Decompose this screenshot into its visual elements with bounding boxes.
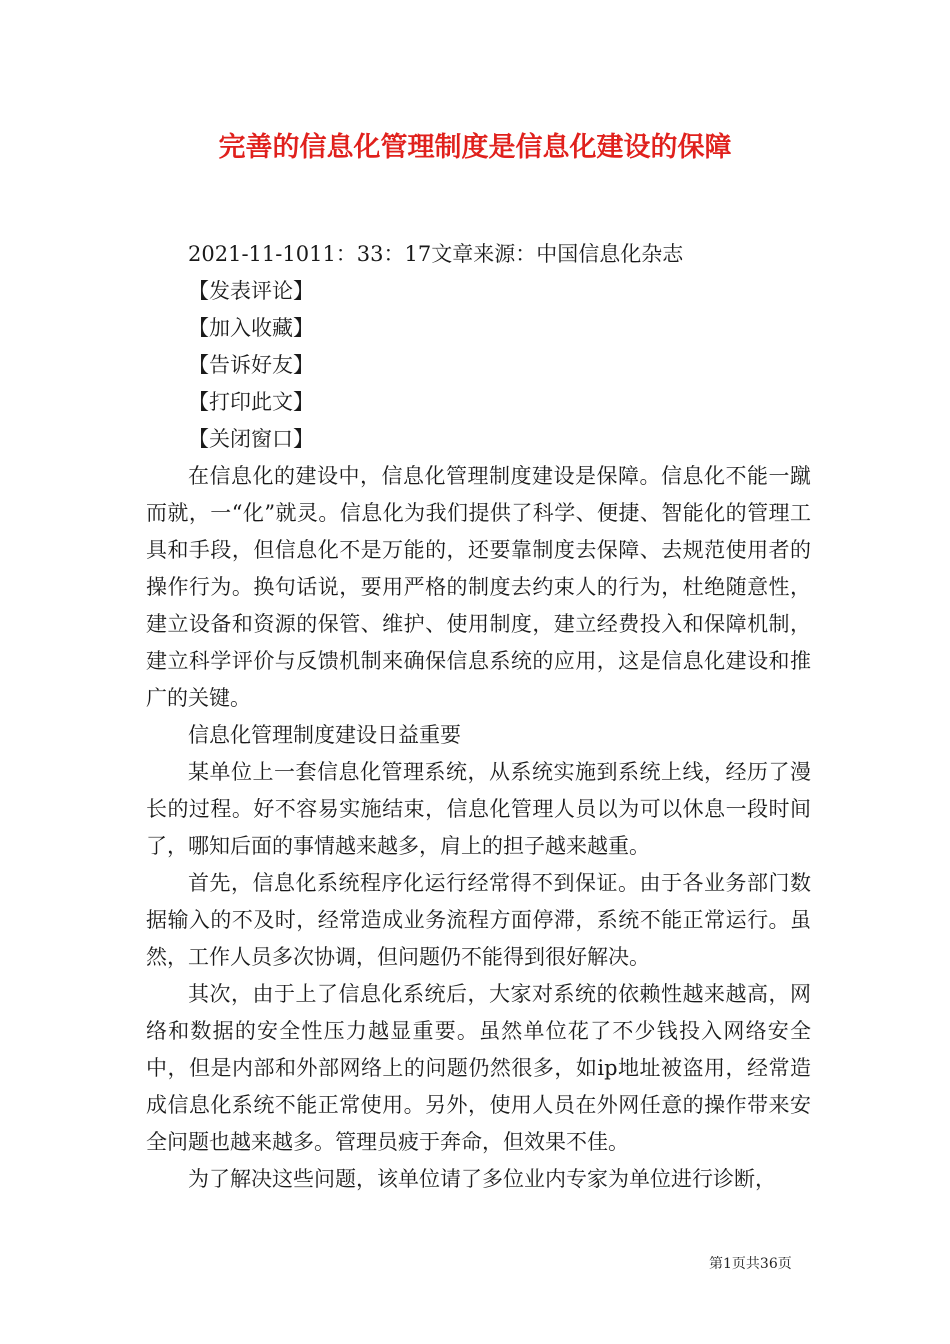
print-article-link[interactable]: 【打印此文】	[188, 390, 314, 414]
paragraph-intro: 在信息化的建设中，信息化管理制度建设是保障。信息化不能一蹴而就，一“化”就灵。信息化为我们提供了科学、便捷、智能化的管理工具和手段，但信息化不是万能的，还要靠制度去保障、去规范使用者的操作行为。换句话说，要用严格的制度去约束人的行为，杜绝随意性，建立设备和资源的保管、维护、使用制度，建立经费投入和保障机制，建立科学评价与反馈机制来确保信息系统的应用，这是信息化建设和推广的关键。	[146, 464, 811, 710]
article-meta: 2021-11-1011：33：17文章来源：中国信息化杂志	[188, 242, 684, 266]
close-window-link[interactable]: 【关闭窗口】	[188, 427, 314, 451]
paragraph-second: 其次，由于上了信息化系统后，大家对系统的依赖性越来越高，网络和数据的安全性压力越显重要。虽然单位花了不少钱投入网络安全中，但是内部和外部网络上的问题仍然很多，如ip地址被盗用，经常造成信息化系统不能正常使用。另外，使用人员在外网任意的操作带来安全问题也越来越多。管理员疲于奔命，但效果不佳。	[146, 982, 811, 1154]
post-comment-link[interactable]: 【发表评论】	[188, 279, 314, 303]
paragraph-solution: 为了解决这些问题，该单位请了多位业内专家为单位进行诊断，	[188, 1167, 776, 1191]
paragraph-case: 某单位上一套信息化管理系统，从系统实施到系统上线，经历了漫长的过程。好不容易实施结束，信息化管理人员以为可以休息一段时间了，哪知后面的事情越来越多，肩上的担子越来越重。	[146, 760, 811, 858]
add-favorite-link[interactable]: 【加入收藏】	[188, 316, 314, 340]
tell-friend-link[interactable]: 【告诉好友】	[188, 353, 314, 377]
paragraph-first: 首先，信息化系统程序化运行经常得不到保证。由于各业务部门数据输入的不及时，经常造成业务流程方面停滞，系统不能正常运行。虽然，工作人员多次协调，但问题仍不能得到很好解决。	[146, 871, 811, 969]
page-title: 完善的信息化管理制度是信息化建设的保障	[218, 132, 732, 163]
article-body	[146, 236, 811, 1198]
section-heading: 信息化管理制度建设日益重要	[188, 723, 461, 747]
page-number: 第1页共36页	[709, 1256, 792, 1272]
